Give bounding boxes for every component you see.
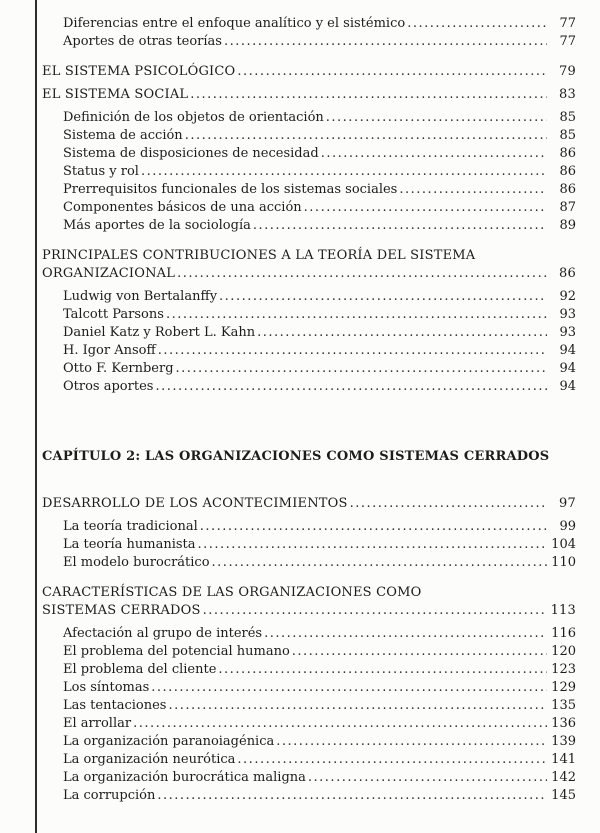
toc-entry-label: DESARROLLO DE LOS ACONTECIMIENTOS [42,496,348,511]
dot-leader [151,679,547,697]
toc-entry-label: Ludwig von Bertalanffy [63,289,218,304]
toc-entry-page: 104 [551,537,576,552]
toc-entry-page: 86 [559,164,576,179]
toc-entry-label: Otto F. Kernberg [63,361,174,376]
toc-entry-label: El problema del cliente [63,662,217,677]
toc-entry [42,342,576,360]
dot-leader [190,86,547,104]
toc-entry-page: 83 [559,87,576,102]
toc-entry-label: Más aportes de la sociología [63,218,251,233]
dot-leader [133,715,547,733]
toc-entry-page: 87 [559,200,576,215]
toc-entry-page: 113 [550,603,576,618]
toc-entry-label: La teoría humanista [63,537,196,552]
toc-entry-page: 99 [559,519,576,534]
toc-entry [42,127,576,145]
dot-leader [168,697,547,715]
toc-entry-label: Otros aportes [63,379,154,394]
toc-entry-page: 145 [551,788,576,803]
page-edge-line [35,0,37,833]
toc-entry-label: Aportes de otras teorías [63,34,222,49]
toc-entry-label: PRINCIPALES CONTRIBUCIONES A LA TEORÍA DEL SISTEMA [42,248,476,263]
dot-leader [350,495,547,513]
toc-entry-page: 97 [559,496,576,511]
toc-entry-label: Status y rol [63,164,139,179]
toc-entry [42,536,576,554]
toc-entry-page: 116 [551,626,576,641]
dot-leader [399,181,547,199]
toc-entry-label: ORGANIZACIONAL [42,266,176,281]
dot-leader [218,661,547,679]
toc-entry [42,378,576,396]
toc-entry-page: 77 [559,34,576,49]
dot-leader [257,324,547,342]
toc-entry [42,625,576,643]
toc-entry-page: 86 [559,266,576,281]
toc-entry-page: 94 [559,379,576,394]
toc-entry-label: Definición de los objetos de orientación [63,110,324,125]
toc-entry-page: 92 [559,289,576,304]
dot-leader [166,306,547,324]
toc-entry-page: 86 [559,182,576,197]
dot-leader [158,342,547,360]
toc-entry [42,602,576,620]
toc-entry-page: 85 [559,110,576,125]
dot-leader [292,643,547,661]
toc-entry-page: 94 [559,361,576,376]
toc-entry-label: La organización burocrática maligna [63,770,306,785]
dot-leader [264,625,547,643]
toc-entry-label: Las tentaciones [63,698,167,713]
toc-entry [42,306,576,324]
toc-entry [42,661,576,679]
toc-entry-label: El problema del potencial humano [63,644,290,659]
dot-leader [212,554,547,572]
toc-entry [42,63,576,81]
toc-entry [42,217,576,235]
toc-entry [42,554,576,572]
dot-leader [155,378,547,396]
toc-entry-label: La organización paranoiagénica [63,734,275,749]
toc-entry [42,288,576,306]
dot-leader [308,769,547,787]
toc-entry-page: 89 [559,218,576,233]
toc-entry-page: 123 [551,662,576,677]
dot-leader [321,145,547,163]
table-of-contents [42,15,576,805]
dot-leader [219,288,547,306]
toc-entry-label: CAPÍTULO 2: LAS ORGANIZACIONES COMO SISTEMAS CERRADOS [42,449,550,464]
toc-entry-label: Sistema de acción [63,128,183,143]
toc-entry-label: Prerrequisitos funcionales de los sistemas sociales [63,182,398,197]
toc-entry-label: H. Igor Ansoff [63,343,156,358]
toc-entry-label: Afectación al grupo de interés [63,626,263,641]
toc-entry-label: Diferencias entre el enfoque analítico y el sistémico [63,16,406,31]
toc-entry [42,181,576,199]
toc-entry [42,247,576,265]
toc-entry [42,15,576,33]
toc-entry-page: 136 [551,716,576,731]
toc-entry-label: EL SISTEMA PSICOLÓGICO [42,64,236,79]
dot-leader [326,109,547,127]
dot-leader [157,787,547,805]
toc-entry [42,360,576,378]
toc-entry [42,643,576,661]
toc-entry [42,679,576,697]
toc-entry-label: Talcott Parsons [63,307,164,322]
toc-entry-page: 93 [559,307,576,322]
toc-entry [42,733,576,751]
toc-entry-page: 85 [559,128,576,143]
toc-entry [42,584,576,602]
toc-entry [42,33,576,51]
toc-entry [42,163,576,181]
dot-leader [141,163,547,181]
toc-entry [42,751,576,769]
toc-entry [42,145,576,163]
toc-entry-page: 139 [551,734,576,749]
toc-entry-label: La teoría tradicional [63,519,198,534]
toc-entry-label: EL SISTEMA SOCIAL [42,87,189,102]
dot-leader [276,733,547,751]
toc-entry-page: 79 [559,64,576,79]
toc-entry-label: Los síntomas [63,680,150,695]
toc-entry [42,495,576,513]
toc-entry-page: 142 [551,770,576,785]
toc-entry [42,448,576,466]
dot-leader [304,199,547,217]
toc-entry [42,265,576,283]
toc-entry [42,787,576,805]
toc-entry-page: 135 [551,698,576,713]
toc-entry [42,324,576,342]
toc-entry [42,109,576,127]
toc-entry-label: La organización neurótica [63,752,236,767]
toc-entry [42,518,576,536]
toc-entry [42,715,576,733]
toc-entry-page: 120 [551,644,576,659]
dot-leader [237,63,547,81]
toc-entry-label: Sistema de disposiciones de necesidad [63,146,319,161]
toc-entry-page: 77 [559,16,576,31]
toc-entry-page: 86 [559,146,576,161]
toc-entry-page: 141 [551,752,576,767]
dot-leader [237,751,547,769]
toc-entry-label: SISTEMAS CERRADOS [42,603,201,618]
toc-entry [42,86,576,104]
toc-entry [42,769,576,787]
toc-entry-label: Daniel Katz y Robert L. Kahn [63,325,256,340]
dot-leader [198,536,547,554]
toc-entry-label: CARACTERÍSTICAS DE LAS ORGANIZACIONES COMO [42,585,422,600]
dot-leader [224,33,547,51]
toc-entry-label: La corrupción [63,788,156,803]
dot-leader [407,15,547,33]
toc-entry [42,697,576,715]
toc-entry-page: 110 [551,555,576,570]
dot-leader [200,518,547,536]
toc-entry-label: Componentes básicos de una acción [63,200,302,215]
dot-leader [185,127,547,145]
dot-leader [176,360,547,378]
toc-entry-label: El arrollar [63,716,132,731]
dot-leader [253,217,547,235]
toc-entry [42,199,576,217]
dot-leader [203,602,547,620]
toc-entry-page: 129 [551,680,576,695]
toc-entry-label: El modelo burocrático [63,555,210,570]
toc-entry-page: 93 [559,325,576,340]
dot-leader [177,265,547,283]
toc-entry-page: 94 [559,343,576,358]
